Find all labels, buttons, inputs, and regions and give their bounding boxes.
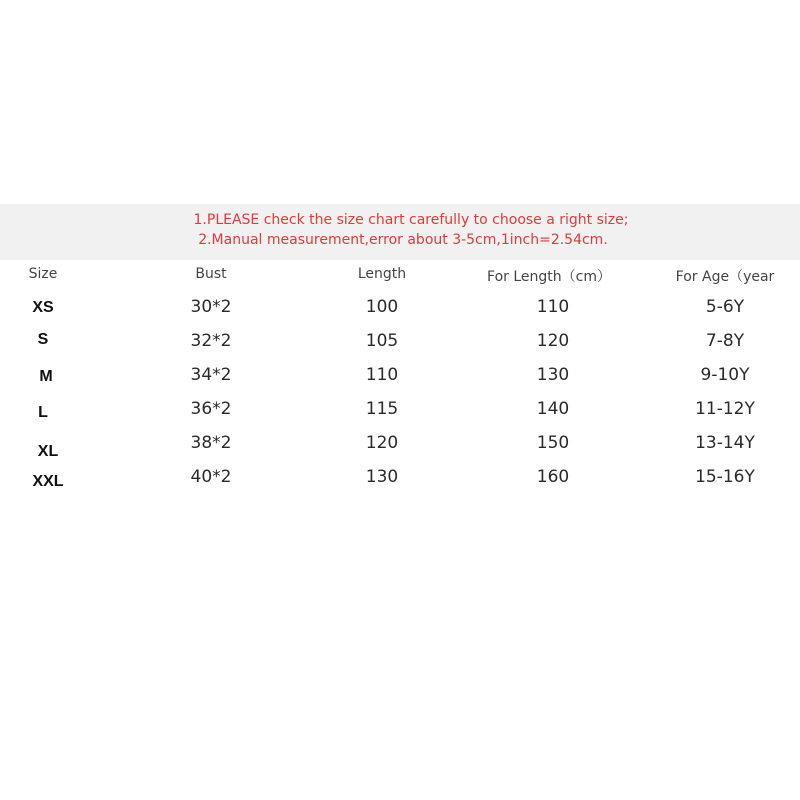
- for-length-cell: 110: [536, 297, 570, 317]
- size-cell: XL: [37, 443, 59, 460]
- header-for-age: For Age（year: [675, 269, 775, 285]
- for-age-cell: 7-8Y: [705, 331, 745, 351]
- header-size: Size: [28, 266, 58, 282]
- header-length: Length: [357, 266, 407, 282]
- bust-cell: 40*2: [190, 467, 232, 487]
- for-length-cell: 160: [536, 467, 570, 487]
- for-length-cell: 130: [536, 365, 570, 385]
- size-notice-banner: [0, 204, 800, 260]
- bust-cell: 32*2: [190, 331, 232, 351]
- bust-cell: 38*2: [190, 433, 232, 453]
- length-cell: 105: [365, 331, 399, 351]
- for-age-cell: 15-16Y: [695, 467, 755, 487]
- notice-line-2: 2.Manual measurement,error about 3-5cm,1inch=2.54cm.: [198, 232, 608, 248]
- bust-cell: 36*2: [190, 399, 232, 419]
- for-age-cell: 9-10Y: [700, 365, 750, 385]
- size-cell: XXL: [32, 473, 64, 490]
- notice-line-1: 1.PLEASE check the size chart carefully to choose a right size;: [193, 212, 629, 228]
- size-cell: L: [38, 404, 48, 421]
- size-cell: M: [39, 368, 53, 385]
- for-age-cell: 13-14Y: [695, 433, 755, 453]
- size-cell: XS: [32, 299, 54, 316]
- header-bust: Bust: [195, 266, 227, 282]
- length-cell: 130: [365, 467, 399, 487]
- length-cell: 120: [365, 433, 399, 453]
- length-cell: 110: [365, 365, 399, 385]
- header-for-length: For Length（cm）: [487, 269, 611, 285]
- for-length-cell: 150: [536, 433, 570, 453]
- bust-cell: 34*2: [190, 365, 232, 385]
- for-age-cell: 5-6Y: [705, 297, 745, 317]
- for-age-cell: 11-12Y: [695, 399, 755, 419]
- for-length-cell: 120: [536, 331, 570, 351]
- size-cell: S: [37, 331, 49, 348]
- bust-cell: 30*2: [190, 297, 232, 317]
- length-cell: 115: [365, 399, 399, 419]
- length-cell: 100: [365, 297, 399, 317]
- for-length-cell: 140: [536, 399, 570, 419]
